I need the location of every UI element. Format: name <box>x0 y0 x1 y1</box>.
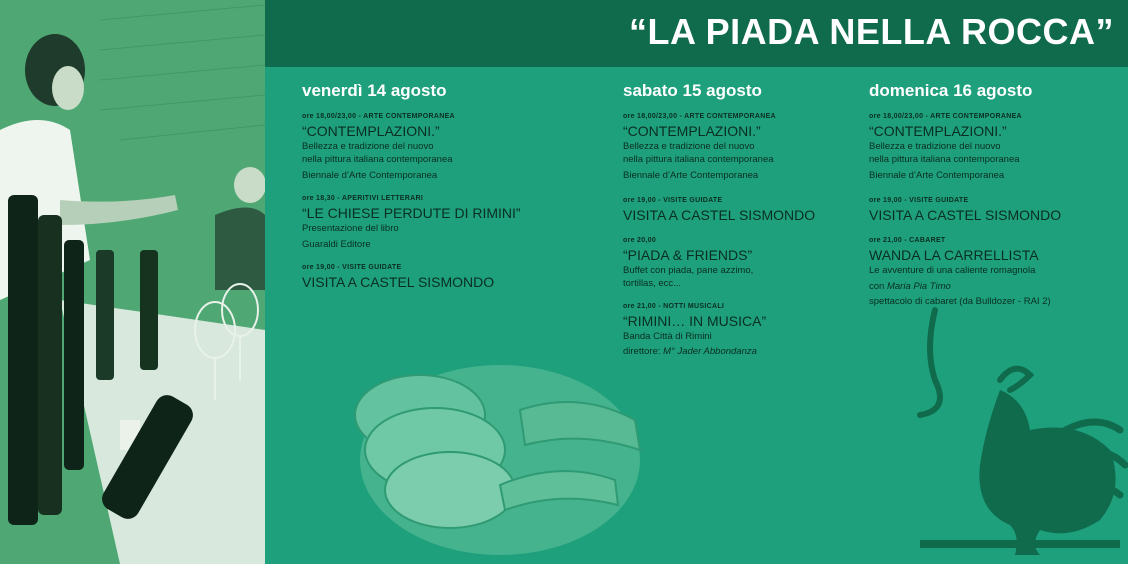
event-item <box>623 196 853 224</box>
event-title: “LE CHIESE PERDUTE DI RIMINI” <box>302 205 521 221</box>
event-item <box>623 236 853 290</box>
credit-prefix: con <box>869 281 887 292</box>
event-title: “RIMINI… IN MUSICA” <box>623 313 767 329</box>
event-line: Bellezza e tradizione del nuovo <box>869 141 1001 152</box>
page-title: “LA PIADA NELLA ROCCA” <box>629 11 1114 52</box>
event-meta: ore 21,00 - CABARET <box>869 237 946 244</box>
event-item <box>869 196 1119 224</box>
wine-tasting-photo <box>0 0 265 564</box>
event-line: nella pittura italiana contemporanea <box>869 154 1020 165</box>
event-meta: ore 19,00 - VISITE GUIDATE <box>302 264 402 271</box>
event-line: Bellezza e tradizione del nuovo <box>623 141 755 152</box>
event-credit <box>869 280 1119 293</box>
event-line: Banda Città di Rimini <box>623 331 712 342</box>
event-line: Presentazione del libro <box>302 223 399 234</box>
credit-name: Maria Pia Timo <box>886 281 951 292</box>
event-item <box>302 194 602 251</box>
event-item <box>302 263 602 291</box>
event-meta: ore 19,00 - VISITE GUIDATE <box>869 197 969 204</box>
day-heading: sabato 15 agosto <box>623 81 762 100</box>
day-column-saturday <box>623 80 853 370</box>
event-title: VISITA A CASTEL SISMONDO <box>623 207 816 223</box>
credit-prefix: direttore: <box>623 346 664 357</box>
event-item <box>869 236 1119 308</box>
day-column-sunday <box>869 80 1119 320</box>
event-meta: ore 18,00/23,00 - ARTE CONTEMPORANEA <box>623 113 776 120</box>
event-meta: ore 18,30 - APERITIVI LETTERARI <box>302 195 424 202</box>
event-line: nella pittura italiana contemporanea <box>302 154 453 165</box>
event-line: Biennale d’Arte Contemporanea <box>302 170 438 181</box>
event-item <box>869 112 1119 182</box>
event-title: “CONTEMPLAZIONI.” <box>869 123 1007 139</box>
event-meta: ore 18,00/23,00 - ARTE CONTEMPORANEA <box>869 113 1022 120</box>
event-line: Biennale d’Arte Contemporanea <box>623 170 759 181</box>
event-title: WANDA LA CARRELLISTA <box>869 247 1039 263</box>
event-line: Guaraldi Editore <box>302 239 371 250</box>
header-band <box>265 0 1128 67</box>
event-line: spettacolo di cabaret (da Bulldozer - RAI 2) <box>869 296 1051 307</box>
event-meta: ore 21,00 - NOTTI MUSICALI <box>623 303 725 310</box>
event-line: tortillas, ecc... <box>623 278 682 289</box>
piada-illustration <box>350 340 650 564</box>
event-title: “PIADA & FRIENDS” <box>623 247 753 263</box>
event-item <box>623 302 853 358</box>
event-line: Bellezza e tradizione del nuovo <box>302 141 434 152</box>
event-meta: ore 18,00/23,00 - ARTE CONTEMPORANEA <box>302 113 455 120</box>
event-title: VISITA A CASTEL SISMONDO <box>302 274 495 290</box>
event-line: nella pittura italiana contemporanea <box>623 154 774 165</box>
event-credit <box>623 345 853 358</box>
event-title: VISITA A CASTEL SISMONDO <box>869 207 1062 223</box>
credit-name: M° Jader Abbondanza <box>663 346 757 357</box>
event-line: Le avventure di una caliente romagnola <box>869 265 1036 276</box>
event-meta: ore 19,00 - VISITE GUIDATE <box>623 197 723 204</box>
event-meta: ore 20,00 <box>623 237 657 244</box>
rooster-illustration <box>880 290 1128 564</box>
event-title: “CONTEMPLAZIONI.” <box>302 123 440 139</box>
event-line: Buffet con piada, pane azzimo, <box>623 265 754 276</box>
event-item <box>302 112 602 182</box>
event-item <box>623 112 853 182</box>
day-heading: venerdì 14 agosto <box>302 81 447 100</box>
day-column-friday <box>302 80 602 303</box>
event-line: Biennale d’Arte Contemporanea <box>869 170 1005 181</box>
event-title: “CONTEMPLAZIONI.” <box>623 123 761 139</box>
day-heading: domenica 16 agosto <box>869 81 1033 100</box>
